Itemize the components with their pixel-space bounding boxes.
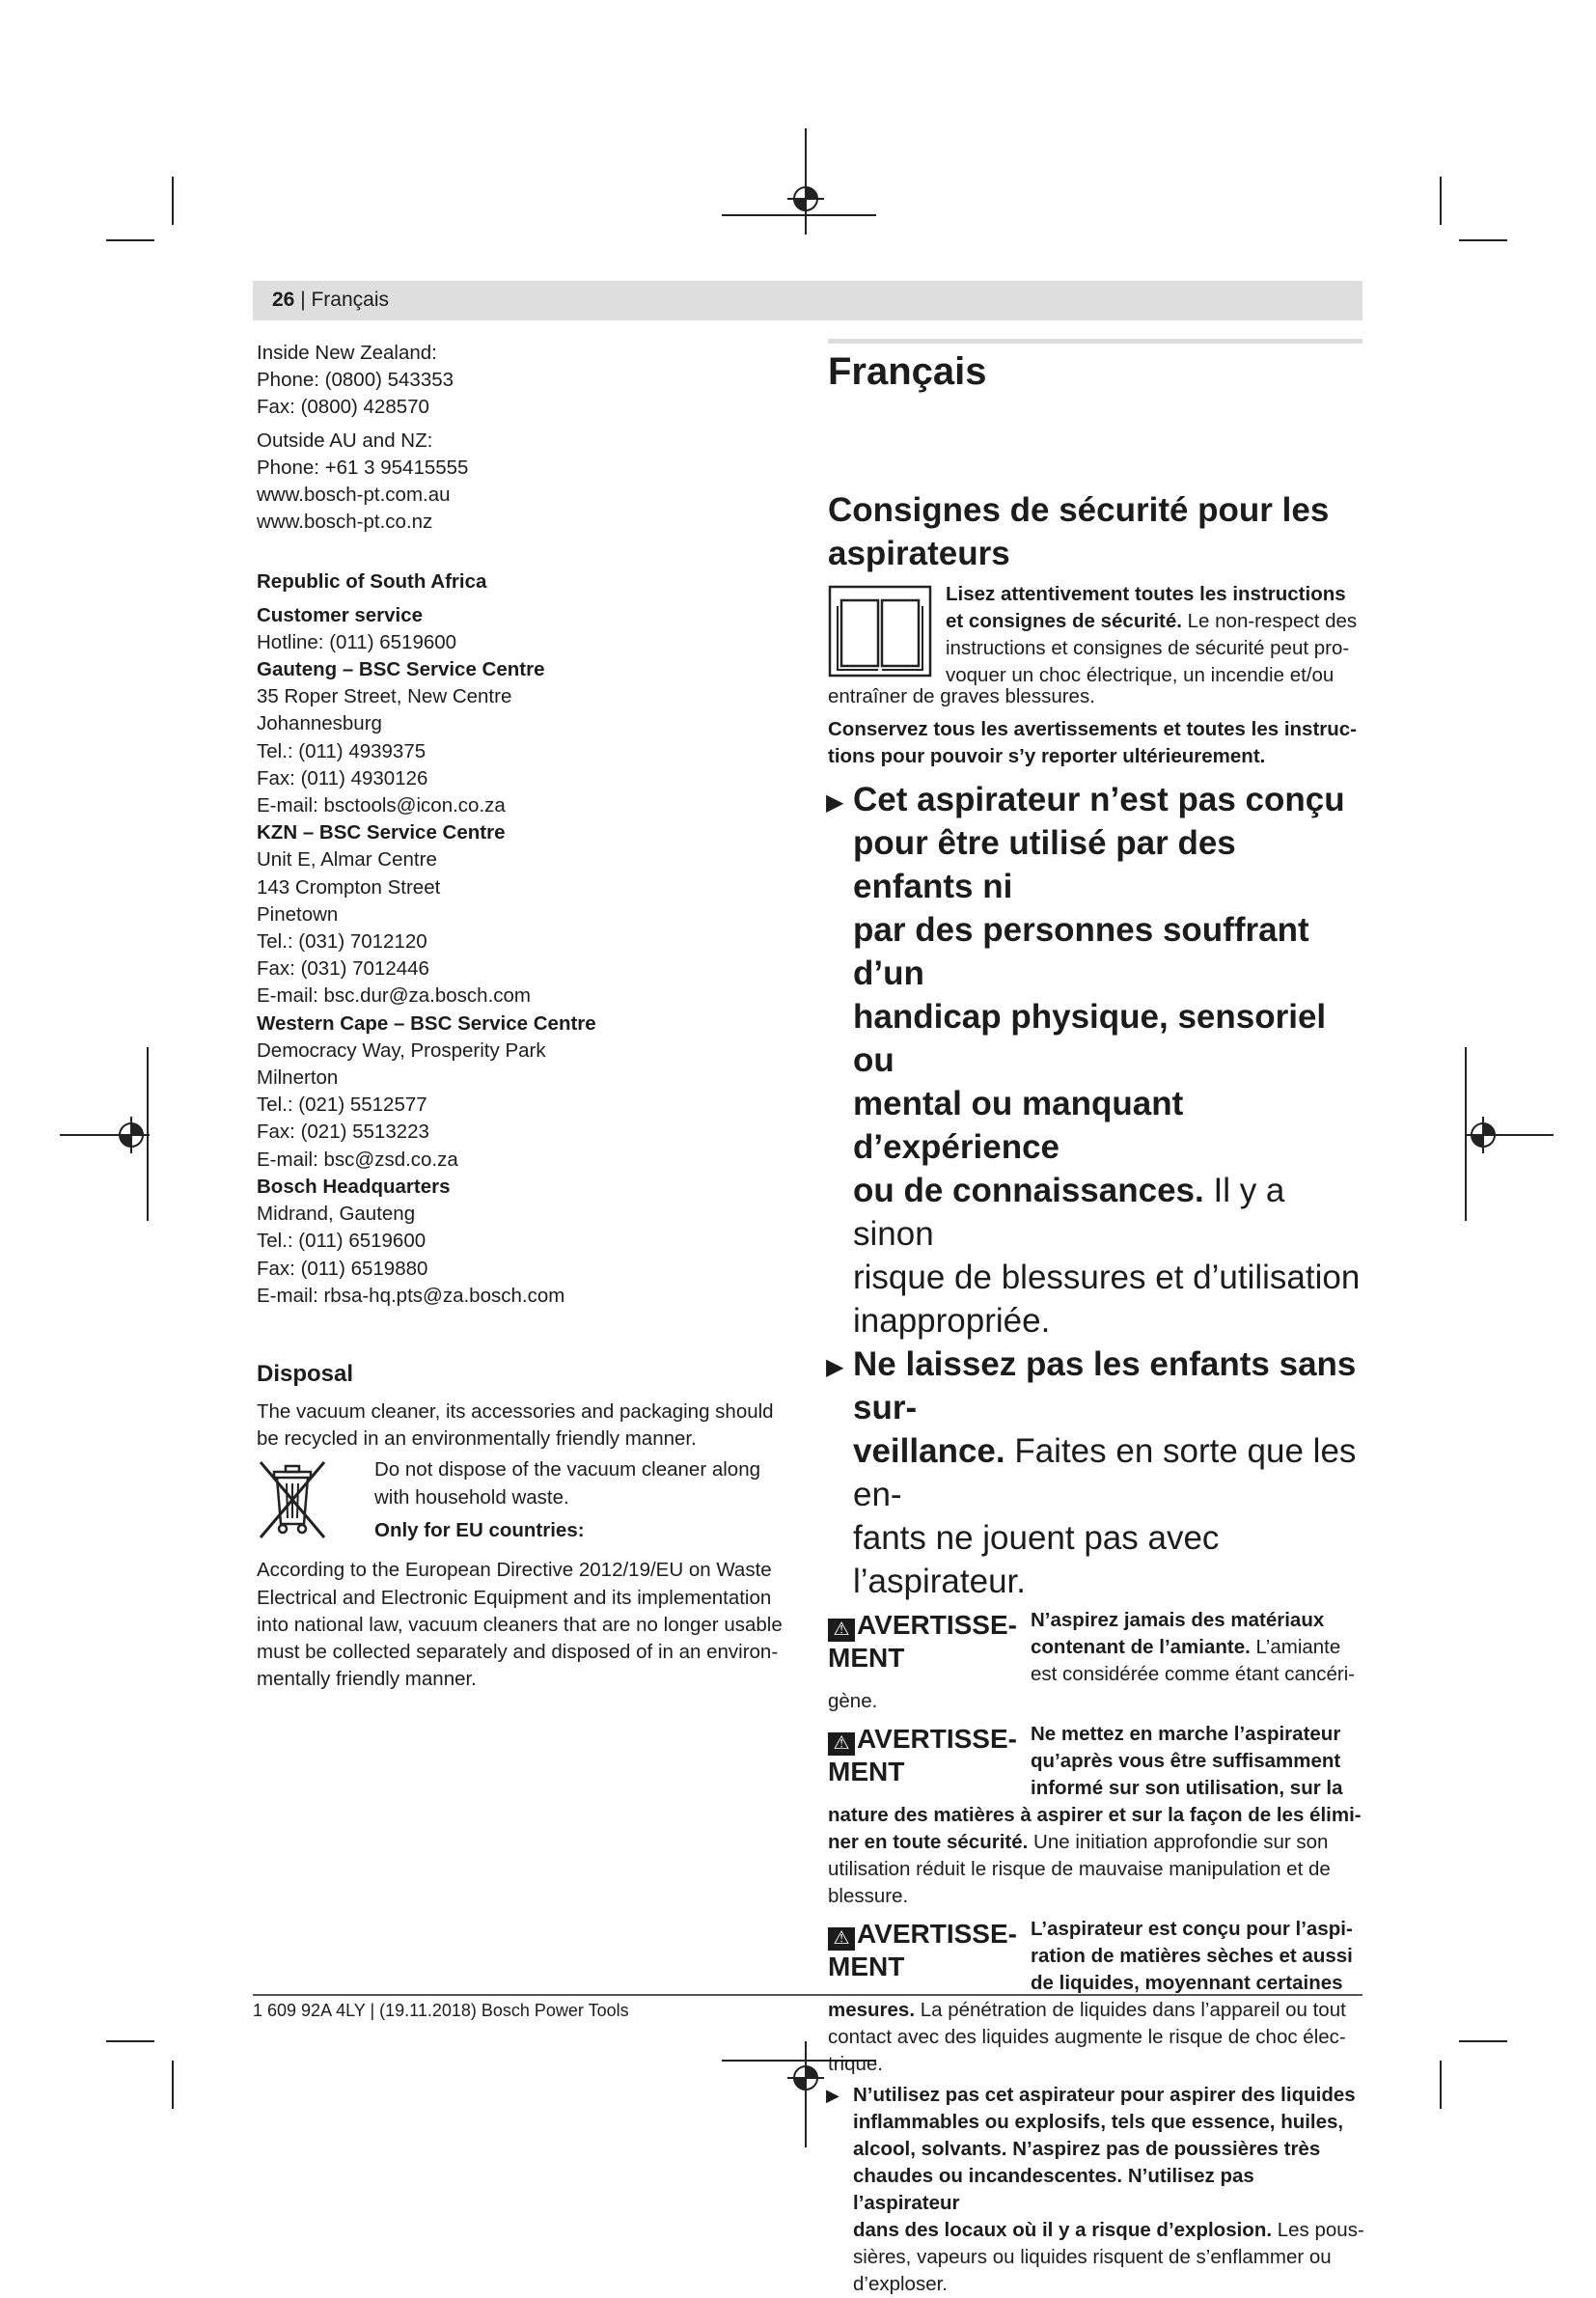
disposal-heading: Disposal bbox=[257, 1360, 354, 1387]
text-line: Phone: (0800) 543353 bbox=[257, 369, 454, 392]
email-link[interactable]: E-mail: bsc.dur@za.bosch.com bbox=[257, 984, 531, 1008]
nz-contact-block bbox=[257, 340, 797, 422]
warning-text: L’aspirateur est conçu pour l’aspi- ration de matières sèches et aussi de liquides, moyennant certaines bbox=[1031, 1918, 1353, 1994]
header-language: Français bbox=[311, 289, 390, 311]
crop-mark-tl-h bbox=[106, 239, 154, 241]
text-line: Milnerton bbox=[257, 1066, 339, 1090]
website-link[interactable]: www.bosch-pt.co.nz bbox=[257, 511, 433, 534]
text-line: must be collected separately and disposed of in an environ- bbox=[257, 1640, 779, 1663]
rsa-heading: Republic of South Africa bbox=[257, 570, 487, 594]
registration-mark-right-icon bbox=[1465, 1117, 1501, 1153]
section-rule bbox=[828, 339, 1362, 344]
text-line: Do not dispose of the vacuum cleaner along bbox=[374, 1458, 761, 1481]
text-line: mentally friendly manner. bbox=[257, 1668, 477, 1691]
crop-mark-tr-h bbox=[1459, 239, 1507, 241]
warning-text: N’aspirez jamais des matériaux contenant de l’amiante. L’amiante est considérée comme étant cancéri- bbox=[1031, 1609, 1356, 1685]
warning-label: ⚠ AVERTISSE- MENT bbox=[828, 1610, 1017, 1673]
warning-triangle-icon: ⚠ bbox=[828, 1732, 855, 1756]
crop-mark-br-h bbox=[1459, 2040, 1507, 2042]
warning-label: ⚠ AVERTISSE- MENT bbox=[828, 1724, 1017, 1786]
text-line: Unit E, Almar Centre bbox=[257, 848, 437, 872]
footer-rule bbox=[253, 1994, 1362, 1996]
bullet-children-persons: ▶ Cet aspirateur n’est pas conçu pour être utilisé par des enfants ni par des personnes souffrant d’un handicap physique, sensoriel ou mental ou manquant d’expérience ou de connaissances. Il y a sinon risque de blessures et d’utilisation inappropriée. bbox=[826, 781, 1361, 1340]
registration-mark-bottom-icon bbox=[787, 2060, 824, 2096]
text-line: Democracy Way, Prosperity Park bbox=[257, 1038, 546, 1062]
text-line: Fax: (0800) 428570 bbox=[257, 396, 429, 419]
text-line: 35 Roper Street, New Centre bbox=[257, 685, 512, 708]
website-link[interactable]: www.bosch-pt.com.au bbox=[257, 484, 451, 507]
text-line: Fax: (021) 5513223 bbox=[257, 1121, 429, 1144]
text-line: Johannesburg bbox=[257, 712, 382, 735]
page-number: 26 bbox=[272, 289, 295, 311]
text-line: Tel.: (011) 6519600 bbox=[257, 1230, 427, 1253]
text-line: Outside AU and NZ: bbox=[257, 429, 433, 452]
warning-continuation: mesures. La pénétration de liquides dans l’appareil ou tout contact avec des liquides augmente le risque de choc élec- trique. bbox=[828, 1999, 1346, 2075]
warning-label: ⚠ AVERTISSE- MENT bbox=[828, 1919, 1017, 1981]
page-header bbox=[253, 281, 1362, 320]
header-text: 26 | Français bbox=[272, 289, 390, 311]
crop-mark-bl-v bbox=[172, 2061, 174, 2109]
crop-mark-tl-v bbox=[172, 177, 174, 225]
gauteng-heading: Gauteng – BSC Service Centre bbox=[257, 658, 545, 681]
triangle-bullet-icon: ▶ bbox=[826, 789, 844, 816]
read-instructions-text: Lisez attentivement toutes les instructions et consignes de sécurité. Le non-respect des instructions et consignes de sécurité peut pro- voquer un choc électrique, un incendie et/ou bbox=[946, 583, 1358, 686]
warning-text: Ne mettez en marche l’aspirateur qu’après vous être suffisamment informé sur son utilisation, sur la bbox=[1031, 1723, 1343, 1799]
section-title: Français bbox=[828, 350, 987, 393]
keep-instructions: Conservez tous les avertissements et toutes les instruc- tions pour pouvoir s’y reporter ultérieurement. bbox=[828, 718, 1358, 767]
text-line: Phone: +61 3 95415555 bbox=[257, 456, 469, 479]
text-line: entraîner de graves blessures. bbox=[828, 685, 1095, 707]
outside-contact-block bbox=[257, 428, 797, 537]
book-icon bbox=[828, 585, 932, 678]
registration-mark-top-icon bbox=[787, 180, 824, 217]
text-line: Tel.: (021) 5512577 bbox=[257, 1094, 427, 1117]
safety-heading: Consignes de sécurité pour les aspirateurs bbox=[828, 491, 1330, 572]
text-line: Fax: (031) 7012446 bbox=[257, 957, 429, 981]
text-line: Fax: (011) 4930126 bbox=[257, 766, 428, 789]
warning-liquids bbox=[828, 1916, 1364, 1997]
crossed-bin-icon bbox=[257, 1458, 328, 1541]
text-line: Fax: (011) 6519880 bbox=[257, 1257, 428, 1280]
warning-triangle-icon: ⚠ bbox=[828, 1927, 855, 1951]
warning-triangle-icon: ⚠ bbox=[828, 1619, 855, 1642]
triangle-bullet-icon: ▶ bbox=[826, 1354, 844, 1380]
bullet-flammable-liquids: ▶ N’utilisez pas cet aspirateur pour aspirer des liquides inflammables ou explosifs, tels que essence, huiles, alcool, solvants. N’aspirez pas de poussières très chaudes ou incandescentes. N’utilisez pas l’aspirateur dans des locaux où il y a risque d’explosion. Les pous- sières, vapeurs ou liquides risquent de s’enflammer ou d’exploser. bbox=[826, 2084, 1364, 2295]
text-line: gène. bbox=[828, 1690, 878, 1712]
footer-text: 1 609 92A 4LY | (19.11.2018) Bosch Power Tools bbox=[253, 2001, 629, 2020]
hq-heading: Bosch Headquarters bbox=[257, 1175, 451, 1198]
text-line: Midrand, Gauteng bbox=[257, 1203, 416, 1226]
crop-mark-tr-v bbox=[1440, 177, 1442, 225]
western-cape-heading: Western Cape – BSC Service Centre bbox=[257, 1011, 596, 1035]
bullet-supervise-children: ▶ Ne laissez pas les enfants sans sur- veillance. Faites en sorte que les en- fants ne jouent pas avec l’aspirateur. bbox=[826, 1345, 1357, 1600]
household-text bbox=[374, 1456, 770, 1544]
left-column bbox=[257, 340, 797, 1693]
warning-continuation: nature des matières à aspirer et sur la façon de les élimi- ner en toute sécurité. Une initiation approfondie sur son utilisation réduit le risque de mauvaise manipulation et de blessure. bbox=[828, 1804, 1362, 1907]
eu-heading: Only for EU countries: bbox=[374, 1518, 585, 1541]
customer-service-heading: Customer service bbox=[257, 603, 424, 626]
registration-mark-left-icon bbox=[113, 1117, 150, 1153]
warning-asbestos bbox=[828, 1607, 1364, 1688]
triangle-bullet-icon: ▶ bbox=[826, 2086, 839, 2105]
crop-mark-br-v bbox=[1440, 2061, 1442, 2109]
email-link[interactable]: E-mail: bsctools@icon.co.za bbox=[257, 794, 506, 817]
text-line: According to the European Directive 2012/19/EU on Waste bbox=[257, 1559, 772, 1582]
warning-informed bbox=[828, 1721, 1364, 1802]
text-line: Tel.: (031) 7012120 bbox=[257, 930, 427, 954]
text-line: Inside New Zealand: bbox=[257, 342, 437, 364]
household-waste-row bbox=[257, 1456, 797, 1543]
text-line: Electrical and Electronic Equipment and its implementation bbox=[257, 1586, 772, 1609]
text-line: 143 Crompton Street bbox=[257, 875, 441, 899]
text-line: be recycled in an environmentally friendly manner. bbox=[257, 1427, 697, 1451]
text-line: into national law, vacuum cleaners that are no longer usable bbox=[257, 1613, 783, 1636]
text-line: with household waste. bbox=[374, 1485, 569, 1509]
text-line: Tel.: (011) 4939375 bbox=[257, 739, 427, 762]
read-instructions-row bbox=[828, 581, 1364, 689]
crop-mark-bl-h bbox=[106, 2040, 154, 2042]
right-column bbox=[828, 347, 1364, 2298]
email-link[interactable]: E-mail: rbsa-hq.pts@za.bosch.com bbox=[257, 1284, 565, 1307]
hotline-text: Hotline: (011) 6519600 bbox=[257, 630, 457, 653]
text-line: Pinetown bbox=[257, 902, 339, 926]
text-line: The vacuum cleaner, its accessories and packaging should bbox=[257, 1399, 774, 1423]
email-link[interactable]: E-mail: bsc@zsd.co.za bbox=[257, 1148, 458, 1171]
kzn-heading: KZN – BSC Service Centre bbox=[257, 821, 506, 844]
